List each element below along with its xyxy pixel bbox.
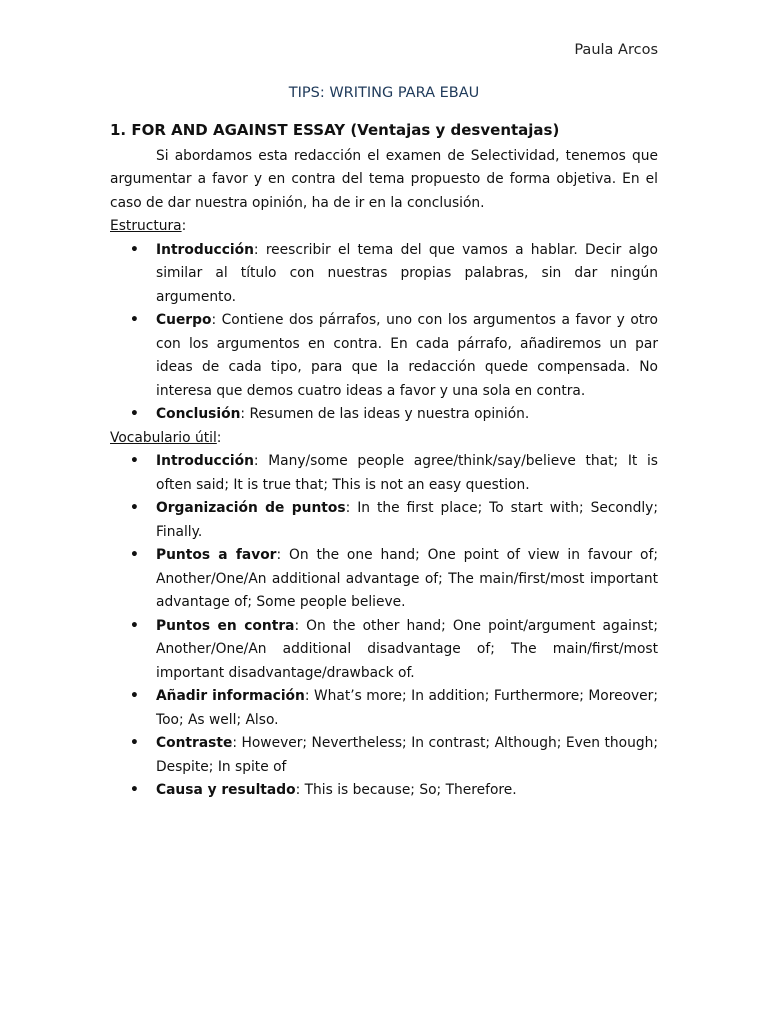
item-term: Puntos a favor (156, 547, 277, 563)
bullet-icon: • (130, 406, 139, 422)
item-term: Contraste (156, 735, 233, 751)
item-text: : Contiene dos párrafos, uno con los argumentos a favor y otro con los argumentos en contra. En cada párrafo, añadiremos un par ideas de cada tipo, para que la redacción quede compensada. No interesa que demos cuatro ideas a favor y una sola en contra. (156, 312, 658, 399)
list-item (110, 779, 658, 803)
list-item (110, 309, 658, 403)
estructura-label: Estructura (110, 218, 182, 234)
bullet-icon: • (130, 617, 139, 634)
list-item (110, 239, 658, 310)
estructura-list (110, 239, 658, 427)
bullet-icon: • (130, 547, 139, 563)
bullet-icon: • (130, 735, 139, 751)
item-text: : What’s more; In addition; Furthermore; Moreover; Too; As well; Also. (156, 688, 658, 728)
document-body (110, 119, 658, 803)
vocabulario-label: Vocabulario útil (110, 429, 217, 446)
list-item (110, 685, 658, 732)
list-item (110, 450, 658, 497)
item-term: Introducción (156, 241, 254, 258)
item-text: : Many/some people agree/think/say/believe that; It is often said; It is true that; This is not an easy question. (156, 453, 658, 493)
item-term: Conclusión (156, 406, 241, 422)
bullet-icon: • (130, 453, 139, 469)
bullet-icon: • (130, 241, 139, 258)
vocabulario-colon: : (216, 429, 222, 446)
item-term: Añadir información (156, 688, 305, 704)
author-name: Paula Arcos (574, 42, 658, 58)
item-term: Cuerpo (156, 312, 212, 328)
estructura-heading (110, 215, 658, 239)
list-item (110, 497, 658, 544)
bullet-icon: • (130, 500, 139, 516)
item-text: : On the other hand; One point/argument against; Another/One/An additional disadvantage of; The main/first/most important disadvantage/drawback of. (156, 617, 658, 681)
bullet-icon: • (130, 688, 139, 704)
list-item (110, 403, 658, 427)
bullet-icon: • (130, 782, 139, 798)
item-text: : This is because; So; Therefore. (295, 782, 517, 798)
vocabulario-list (110, 450, 658, 803)
item-term: Puntos en contra (156, 617, 295, 634)
item-term: Causa y resultado (156, 782, 296, 798)
item-term: Introducción (156, 453, 254, 469)
item-text: : Resumen de las ideas y nuestra opinión. (240, 406, 530, 422)
list-item (110, 615, 658, 686)
estructura-colon: : (181, 218, 187, 234)
item-text: : reescribir el tema del que vamos a hablar. Decir algo similar al título con nuestras propias palabras, sin dar ningún argumento. (156, 241, 658, 305)
list-item (110, 732, 658, 779)
list-item (110, 544, 658, 615)
vocabulario-heading (110, 427, 658, 451)
item-text: : However; Nevertheless; In contrast; Although; Even though; Despite; In spite of (156, 735, 658, 775)
bullet-icon: • (130, 312, 139, 328)
section-heading: 1. FOR AND AGAINST ESSAY (Ventajas y desventajas) (110, 121, 560, 139)
item-term: Organización de puntos (156, 500, 346, 516)
item-text: : On the one hand; One point of view in favour of; Another/One/An additional advantage of; The main/first/most important advantage of; Some people believe. (156, 547, 658, 610)
item-text: : In the first place; To start with; Secondly; Finally. (156, 500, 658, 540)
document-title: TIPS: WRITING PARA EBAU (288, 85, 480, 101)
intro-paragraph: Si abordamos esta redacción el examen de Selectividad, tenemos que argumentar a favor y en contra del tema propuesto de forma objetiva. En el caso de dar nuestra opinión, ha de ir en la conclusión. (110, 147, 658, 211)
